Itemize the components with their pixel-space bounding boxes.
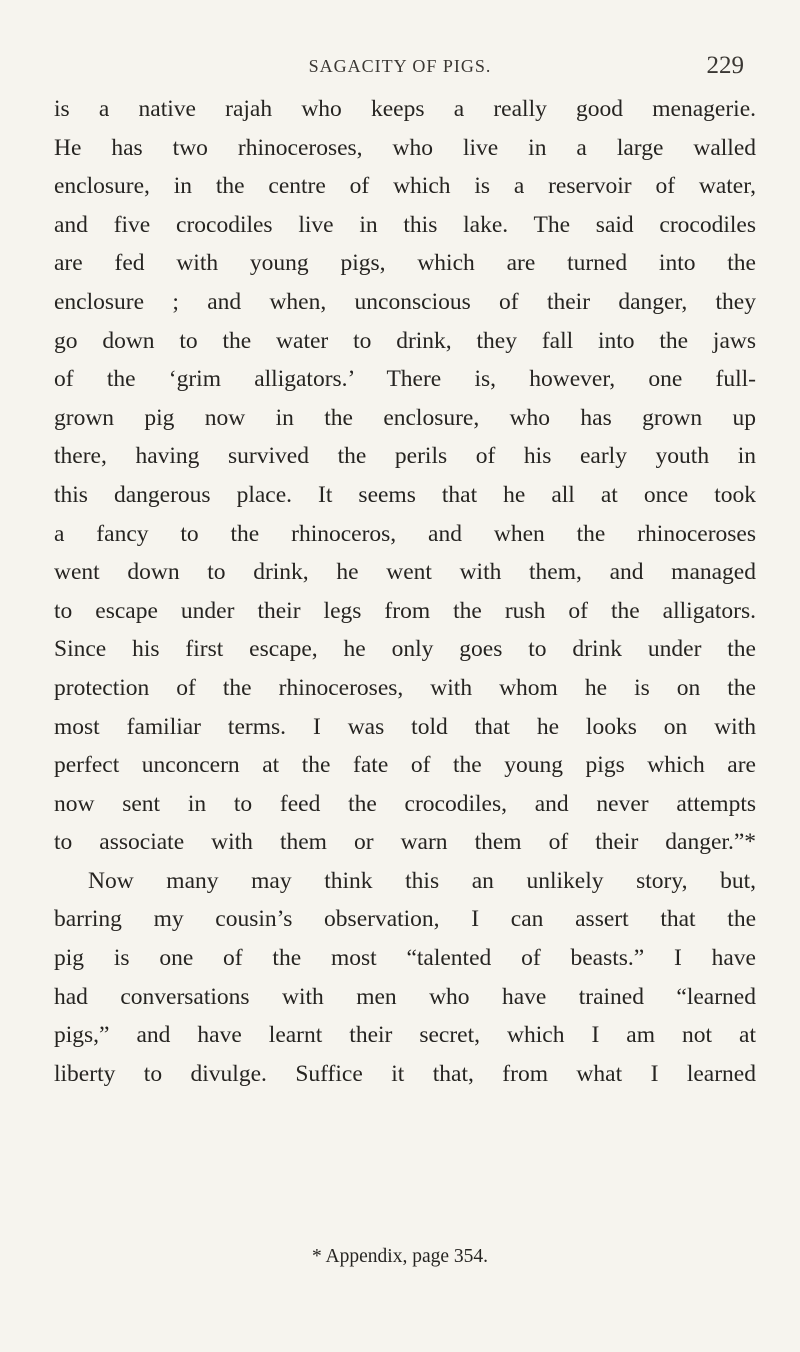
footnote: * Appendix, page 354. [311,1246,488,1267]
text-line: enclosure, in the centre of which is a reservoir of water, [54,173,756,200]
text-line: to escape under their legs from the rush of the alligators. [54,597,756,624]
text-line: Now many may think this an unlikely story, but, [88,867,756,894]
body-text [54,90,756,1093]
text-line: a fancy to the rhinoceros, and when the rhinoceroses [54,520,756,547]
paragraph-2 [54,862,756,1094]
text-line: and five crocodiles live in this lake. The said crocodiles [54,211,756,238]
page-header [0,52,800,86]
page-number: 229 [706,52,744,79]
text-line: this dangerous place. It seems that he all at once took [54,481,756,508]
text-line: there, having survived the perils of his early youth in [54,443,756,470]
text-line: enclosure ; and when, unconscious of their danger, they [54,288,756,315]
text-line: pigs,” and have learnt their secret, which I am not at [54,1022,756,1049]
text-line: Since his first escape, he only goes to drink under the [54,636,756,663]
text-line: most familiar terms. I was told that he looks on with [54,713,756,740]
text-line: had conversations with men who have trained “learned [54,983,756,1010]
text-line: perfect unconcern at the fate of the young pigs which are [54,752,756,779]
text-line: barring my cousin’s observation, I can assert that the [54,906,756,933]
text-line: grown pig now in the enclosure, who has grown up [54,404,756,431]
text-line: pig is one of the most “talented of beasts.” I have [54,945,756,972]
text-line: of the ‘grim alligators.’ There is, however, one full- [54,366,756,393]
text-line: to associate with them or warn them of their danger.”* [54,829,756,856]
text-line: protection of the rhinoceroses, with whom he is on the [54,674,756,701]
text-line: go down to the water to drink, they fall into the jaws [54,327,756,354]
text-line: are fed with young pigs, which are turned into the [54,250,756,277]
running-title: SAGACITY OF PIGS. [308,56,492,76]
paragraph-1 [54,90,756,862]
text-line: now sent in to feed the crocodiles, and never attempts [54,790,756,817]
text-line: liberty to divulge. Suffice it that, from what I learned [54,1060,756,1087]
text-line: went down to drink, he went with them, and managed [54,559,756,586]
text-line: He has two rhinoceroses, who live in a large walled [54,134,756,161]
text-line: is a native rajah who keeps a really good menagerie. [54,96,756,122]
